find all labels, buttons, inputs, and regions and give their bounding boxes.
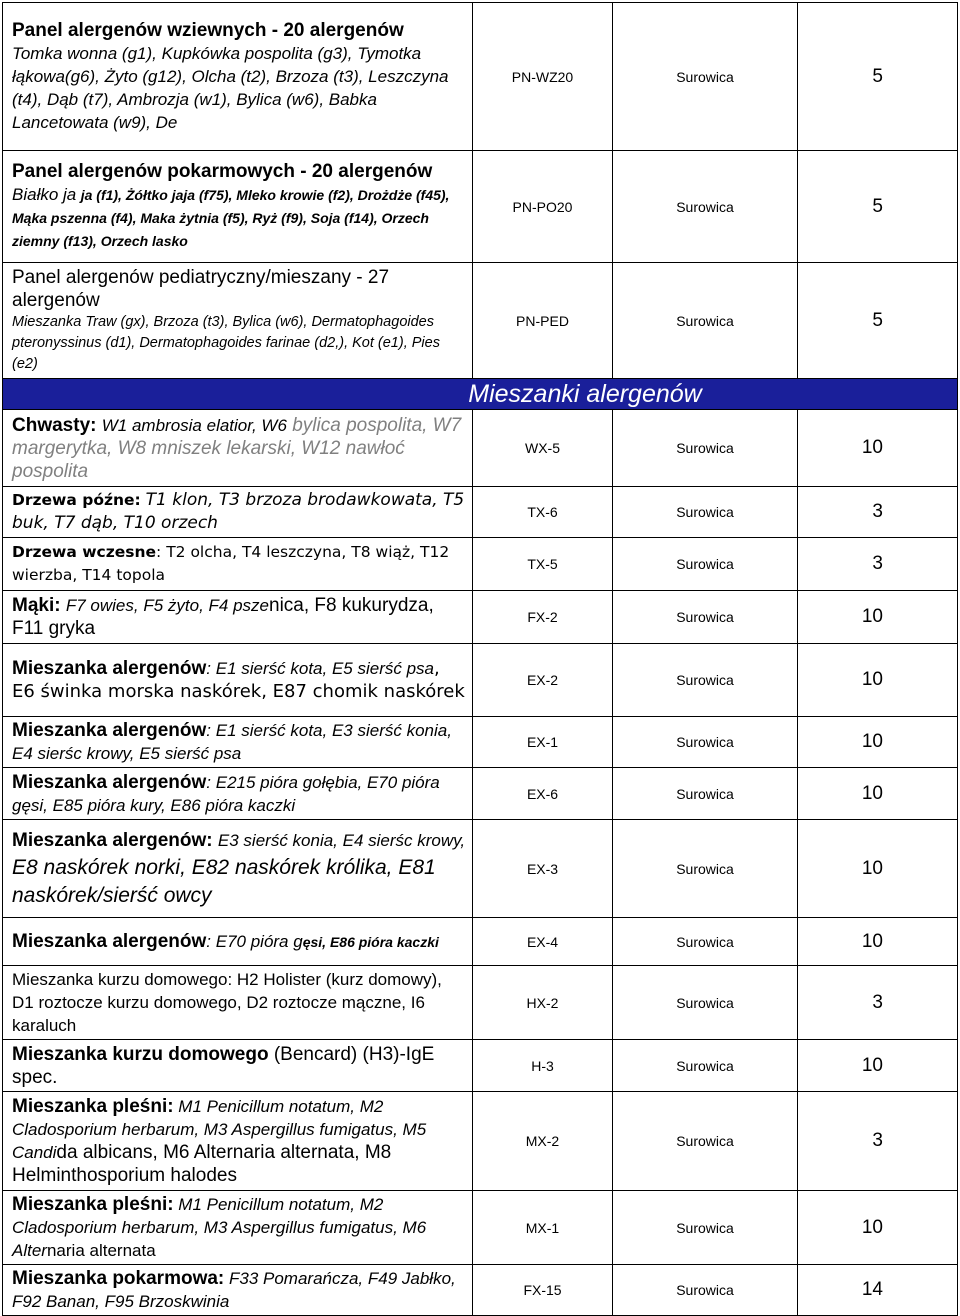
- test-description: [3, 1040, 473, 1092]
- mix-label: Mieszanka pokarmowa:: [12, 1268, 225, 1289]
- table-row: [3, 591, 958, 644]
- test-code: MX-1: [473, 1191, 613, 1265]
- sample-material: Surowica: [613, 151, 798, 263]
- panel-title: Panel alergenów wziewnych - 20 alergenów: [12, 20, 404, 41]
- mix-label: Mieszanka alergenów: [12, 771, 207, 793]
- test-code: EX-3: [473, 820, 613, 918]
- mix-items: : E1 sierść kota, E3 sierść konia, E4 sierśc krowy, E5 sierść psa: [12, 721, 452, 763]
- mix-label: Chwasty:: [12, 414, 97, 436]
- test-description: [3, 966, 473, 1040]
- turnaround-days: 10: [798, 1040, 958, 1092]
- turnaround-days: 3: [798, 1092, 958, 1191]
- table-row: [3, 263, 958, 379]
- mix-items: H2 Holister (kurz domowy), D1 roztocze kurzu domowego, D2 roztocze mączne, I6 karaluch: [12, 970, 442, 1035]
- section-header-label: Mieszanki alergenów: [468, 379, 702, 408]
- test-description: [3, 3, 473, 151]
- table-row: [3, 918, 958, 966]
- mix-items-continued: E8 naskórek norki, E82 naskórek królika, E81 naskórek/sierść owcy: [12, 856, 436, 907]
- table-row: [3, 644, 958, 717]
- turnaround-days: 3: [798, 538, 958, 591]
- test-description: [3, 918, 473, 966]
- turnaround-days: 10: [798, 768, 958, 820]
- mix-items-continued: ęsi, E86 pióra kaczki: [302, 934, 439, 950]
- test-description: [3, 1092, 473, 1191]
- turnaround-days: 10: [798, 918, 958, 966]
- sample-material: Surowica: [613, 644, 798, 717]
- mix-items: W1 ambrosia elatior, W6: [101, 415, 287, 435]
- test-description: [3, 1191, 473, 1265]
- mix-items: M1 Penicillum notatum, M2 Cladosporium herbarum, M3 Aspergillus fumigatus, M6 Alter: [12, 1195, 427, 1260]
- mix-items-continued: , E6 świnka morska naskórek, E87 chomik naskórek: [12, 658, 465, 702]
- test-code: PN-PED: [473, 263, 613, 379]
- turnaround-days: 5: [798, 263, 958, 379]
- mix-label: Mieszanka kurzu domowego:: [12, 970, 233, 989]
- section-header: [3, 379, 958, 410]
- sample-material: Surowica: [613, 1191, 798, 1265]
- test-code: FX-2: [473, 591, 613, 644]
- test-code: HX-2: [473, 966, 613, 1040]
- turnaround-days: 10: [798, 644, 958, 717]
- panel-body: ja (f1), Żółtko jaja (f75), Mleko krowie (f2), Drożdże (f45), Mąka pszenna (f4), Maka żytnia (f5), Ryż (f9), Soja (f14), Orzech ziemny (f13), Orzech lasko: [12, 187, 450, 249]
- table-row: [3, 410, 958, 487]
- turnaround-days: 3: [798, 487, 958, 538]
- turnaround-days: 5: [798, 151, 958, 263]
- test-description: [3, 591, 473, 644]
- test-description: [3, 151, 473, 263]
- mix-label: Mieszanka pleśni:: [12, 1194, 174, 1215]
- test-description: [3, 263, 473, 379]
- allergen-price-table: [2, 2, 958, 1316]
- test-description: [3, 768, 473, 820]
- test-code: WX-5: [473, 410, 613, 487]
- mix-items: M1 Penicillum notatum, M2 Cladosporium herbarum, M3 Aspergillus fumigatus, M5 Candi: [12, 1097, 427, 1162]
- sample-material: Surowica: [613, 1265, 798, 1316]
- test-description: [3, 644, 473, 717]
- mix-items: F7 owies, F5 żyto, F4 psze: [65, 596, 269, 615]
- test-code: EX-2: [473, 644, 613, 717]
- mix-label: Mieszanka alergenów: [12, 720, 207, 741]
- sample-material: Surowica: [613, 591, 798, 644]
- test-code: H-3: [473, 1040, 613, 1092]
- panel-title: Panel alergenów pediatryczny/mieszany - 27 alergenów: [12, 267, 390, 311]
- sample-material: Surowica: [613, 918, 798, 966]
- table-row: [3, 538, 958, 591]
- panel-lead: Białko ja: [12, 185, 77, 204]
- mix-items: T1 klon, T3 brzoza brodawkowata, T5 buk, T7 dąb, T10 orzech: [12, 490, 465, 533]
- section-header-row: [3, 379, 958, 410]
- mix-label: Drzewa późne:: [12, 491, 141, 509]
- table-row: [3, 966, 958, 1040]
- mix-label: Mieszanka pleśni:: [12, 1096, 174, 1117]
- sample-material: Surowica: [613, 538, 798, 591]
- sample-material: Surowica: [613, 717, 798, 768]
- test-description: [3, 410, 473, 487]
- panel-title: Panel alergenów pokarmowych - 20 alergenów: [12, 161, 433, 182]
- test-code: PN-PO20: [473, 151, 613, 263]
- sample-material: Surowica: [613, 263, 798, 379]
- table-row: [3, 1191, 958, 1265]
- mix-items: : E215 pióra gołębia, E70 pióra gęsi, E85 pióra kury, E86 pióra kaczki: [12, 772, 440, 815]
- test-code: TX-6: [473, 487, 613, 538]
- sample-material: Surowica: [613, 3, 798, 151]
- test-code: EX-1: [473, 717, 613, 768]
- turnaround-days: 10: [798, 410, 958, 487]
- sample-material: Surowica: [613, 966, 798, 1040]
- test-code: MX-2: [473, 1092, 613, 1191]
- sample-material: Surowica: [613, 768, 798, 820]
- sample-material: Surowica: [613, 820, 798, 918]
- sample-material: Surowica: [613, 1092, 798, 1191]
- mix-label: Mąki:: [12, 595, 61, 616]
- table-row: [3, 487, 958, 538]
- mix-label: Drzewa wczesne: [12, 543, 157, 561]
- test-description: [3, 717, 473, 768]
- test-code: EX-6: [473, 768, 613, 820]
- turnaround-days: 5: [798, 3, 958, 151]
- mix-items-continued: naria alternata: [46, 1241, 156, 1260]
- test-description: [3, 1265, 473, 1316]
- mix-items: : E1 sierść kota, E5 sierść psa: [206, 659, 434, 678]
- test-description: [3, 820, 473, 918]
- turnaround-days: 10: [798, 717, 958, 768]
- panel-body: Mieszanka Traw (gx), Brzoza (t3), Bylica (w6), Dermatophagoides pteronyssinus (d1), Dermatophagoides farinae (d2,), Kot (e1), Pies (e2): [12, 314, 440, 372]
- turnaround-days: 14: [798, 1265, 958, 1316]
- sample-material: Surowica: [613, 1040, 798, 1092]
- test-description: [3, 487, 473, 538]
- test-code: FX-15: [473, 1265, 613, 1316]
- mix-label: Mieszanka alergenów:: [12, 830, 213, 851]
- mix-items-continued: bylica pospolita, W7 margerytka, W8 mniszek lekarski, W12 nawłoć pospolita: [12, 414, 462, 482]
- mix-items: : T2 olcha, T4 leszczyna, T8 wiąż, T12 wierzba, T14 topola: [12, 543, 450, 584]
- mix-items: : E70 pióra g: [206, 932, 303, 951]
- table-row: [3, 1040, 958, 1092]
- mix-items: F33 Pomarańcza, F49 Jabłko, F92 Banan, F95 Brzoskwinia: [12, 1269, 456, 1311]
- mix-label: Mieszanka alergenów: [12, 931, 207, 952]
- table-row: [3, 1092, 958, 1191]
- turnaround-days: 10: [798, 1191, 958, 1265]
- mix-items: E3 sierść konia, E4 sierśc krowy,: [217, 831, 466, 850]
- turnaround-days: 10: [798, 591, 958, 644]
- sample-material: Surowica: [613, 487, 798, 538]
- mix-items: (Bencard) (H3)-IgE spec.: [12, 1043, 435, 1088]
- table-row: [3, 3, 958, 151]
- mix-label: Mieszanka alergenów: [12, 658, 207, 679]
- mix-items-continued: nica, F8 kukurydza, F11 gryka: [12, 595, 434, 639]
- table-row: [3, 820, 958, 918]
- turnaround-days: 3: [798, 966, 958, 1040]
- test-code: TX-5: [473, 538, 613, 591]
- panel-body: Tomka wonna (g1), Kupkówka pospolita (g3), Tymotka łąkowa(g6), Żyto (g12), Olcha (t2), Brzoza (t3), Leszczyna (t4), Dąb (t7), Ambrozja (w1), Bylica (w6), Babka Lancetowata (w9), De: [12, 44, 449, 132]
- sample-material: Surowica: [613, 410, 798, 487]
- table-row: [3, 151, 958, 263]
- turnaround-days: 10: [798, 820, 958, 918]
- table-row: [3, 768, 958, 820]
- table-row: [3, 717, 958, 768]
- table-row: [3, 1265, 958, 1316]
- mix-label: Mieszanka kurzu domowego: [12, 1043, 269, 1065]
- mix-items-continued: da albicans, M6 Alternaria alternata, M8 Helminthosporium halodes: [12, 1142, 392, 1186]
- test-code: EX-4: [473, 918, 613, 966]
- test-description: [3, 538, 473, 591]
- test-code: PN-WZ20: [473, 3, 613, 151]
